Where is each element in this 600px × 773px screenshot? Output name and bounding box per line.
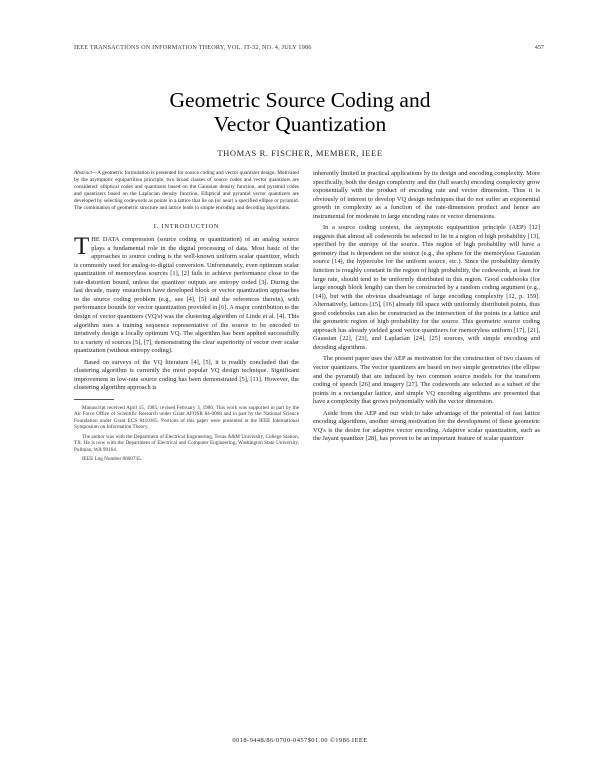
footnotes	[74, 405, 299, 463]
left-column	[74, 170, 299, 466]
page-number: 457	[534, 44, 544, 51]
footnote-affiliation: The author was with the Department of Electrical Engineering, Texas A&M University, College Station, TX. He is now with the Department of Electrical and Computer Engineering, Washington State University, Pullman, WA 99164.	[74, 433, 299, 453]
footnote-log-number: IEEE Log Number 8608735.	[82, 456, 142, 463]
right-paragraph-4: Aside from the AEP and our wish to take advantage of the potential of fast lattice encoding algorithms, another strong motivation for the development of these geometric VQ's is the desire for adaptive vector encoding. Adaptive scalar quantization, such as the Jayant quantizer [28], has proven to be an important feature of scalar quantizer	[313, 409, 540, 443]
right-paragraph-3: The present paper uses the AEP as motivation for the construction of two classes of vector quantizers. The vector quantizers are based on two simple geometries (the ellipse and the pyramid) that are induced by two common source models for the transform coding of speech [26] and imagery [27]. The codewords are selected as a subset of the points in a rectangular lattice, and simple VQ encoding algorithms are presented that have a complexity that grows polynomially with the vector dimension.	[313, 355, 540, 406]
intro-paragraph-1-text: HE DATA compression (source coding or quantization) of an analog source plays a fundamental role in the digital processing of data. Most basic of the approaches to source coding is the well-known uniform scalar quantizer, which is commonly used for analog-to-digital conversion. Unfortunately, even optimum scalar quantization of memoryless sources [1], [2] fails to achieve performance close to the rate-distortion bound, unless the quantizer outputs are entropy coded [3]. During the last decade, many researchers have developed block or vector quantization approaches to the source coding problem (e.g., see [4], [5] and the references therein), with performance bounds for vector quantization provided in [6]. A major contribution to the design of vector quantizers (VQ's) was the clustering algorithm of Linde et al. [4]. This algorithm uses a training sequence representative of the source to be encoded to iteratively design a locally optimum VQ. The algorithm has been applied successfully to a variety of sources [5], [7], demonstrating the clear superiority of vector over scalar quantization (without entropy coding).	[74, 236, 299, 355]
right-column	[313, 170, 540, 447]
intro-paragraph-2: Based on surveys of the VQ literature [4], [5], it is readily concluded that the clustering algorithm is currently the most popular VQ design technique. Significant improvement in low-rate source coding has been demonstrated [5], [11]. However, the clustering algorithm approach is	[74, 358, 299, 392]
title-line-2: Vector Quantization	[213, 112, 387, 136]
author-line: THOMAS R. FISCHER, MEMBER, IEEE	[217, 148, 383, 158]
copyright-line: 0018-9448/86/0700-0457$01.00 ©1986 IEEE	[232, 737, 368, 744]
footnote-manuscript: Manuscript received April 15, 1985; revised February 3, 1986. This work was supported in part by the Air Force Office of Scientific Research under Grant AFOSR 84-0008 and in part by the National Science Foundation under Grant ECS 8410365. Portions of this paper were presented at the IEEE International Symposium on Information Theory.	[74, 404, 299, 431]
abstract-text: —A geometric formulation is presented for source coding and vector quantizer design. Motivated by the asymptotic equipartition principle, two broad classes of source codes and vector quantizers are considered: elliptical codes and quantizers based on the Gaussian density function, and pyramid codes and quantizers based on the Laplacian density function. Elliptical and pyramid vector quantizers are developed by selecting codewords as points in a lattice that lie on (or near) a specified ellipse or pyramid. The combination of geometric structure and lattice leads to simple encoding and decoding algorithms.	[74, 170, 299, 212]
section-heading: I. INTRODUCTION	[153, 222, 220, 230]
abstract-lead: Abstract	[74, 170, 92, 176]
intro-paragraph-1	[74, 233, 299, 356]
running-head: IEEE TRANSACTIONS ON INFORMATION THEORY, VOL. IT-32, NO. 4, JULY 1986	[74, 44, 312, 51]
title-line-1: Geometric Source Coding and	[169, 88, 431, 112]
paper-title	[0, 88, 600, 136]
drop-cap: T	[74, 233, 90, 261]
footnote-rule	[74, 399, 114, 400]
right-paragraph-2: In a source coding context, the asymptotic equipartition principle (AEP) [12] suggests that almost all codewords be selected to lie in a region of high probability [13], specified by the entropy of the source. This region of high probability will have a geometry that is dependent on the source (e.g., the sphere for the memoryless Gaussian source [14], the hypercube for the uniform source, etc.). Since the probability density function is roughly constant in the region of high probability, the codewords, at least for large rate, should tend to be uniformly distributed in this region. Good codebooks (for large enough block length) can then be constructed by a random coding argument (e.g., [14]), but with the obvious disadvantage of large encoding complexity [12, p. 159]. Alternatively, lattices [15], [16] already fill space with uniformly distributed points, thus good codebooks can also be constructed as the intersection of the points in a lattice and the geometric region of high probability for the source. This geometric source coding approach has already yielded good vector quantizers for memoryless uniform [17], [21], Gaussian [22], [23], and Laplacian [24], [25] sources, with simple encoding and decoding algorithms.	[313, 224, 540, 351]
right-paragraph-1: inherently limited in practical applications by its design and encoding complexity. More specifically, both the design complexity and the (full search) encoding complexity grow exponentially with the product of encoding rate and vector dimension. Thus it is obviously of interest to develop VQ design techniques that do not suffer an exponential growth in complexity as a function of the rate-dimension product and hence are instrumental for moderate to large encoding rates or vector dimensions.	[313, 170, 540, 220]
abstract	[74, 170, 299, 213]
